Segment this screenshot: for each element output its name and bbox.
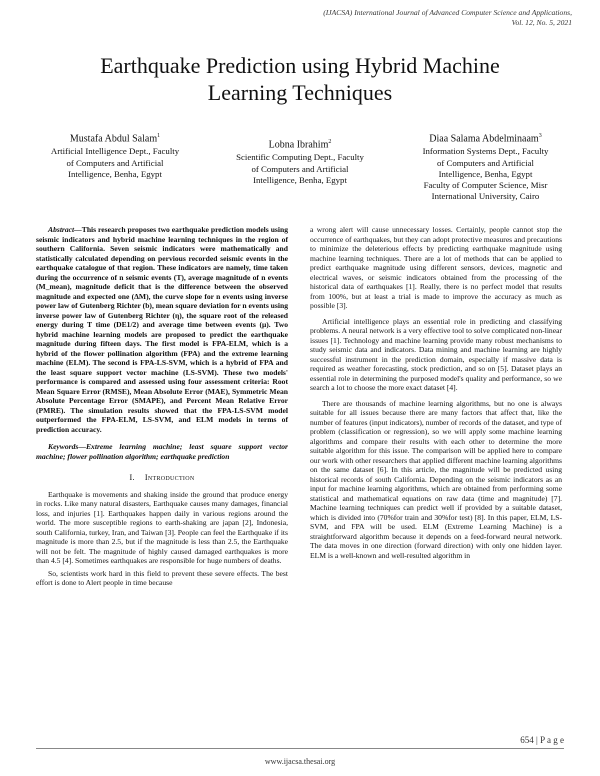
body-paragraph: Earthquake is movements and shaking inside the ground that produce energy in rocks. Like many natural disasters, Earthquake causes many damages, financial loss, and injuries [1]. Earthquakes happen daily in various regions around the world. The more susceptible regions to earth-shaking are japan [2], Indonesia, south California, turkey, Iran, and Taiwan [3]. People can feel the Earthquake if its magnitude is more than 2.5, but if the magnitude is less than 2.5, the Earthquake will not be felt. The magnitude of highly caused damaged earthquakes is more than 4.5 [4]. Sometimes earthquakes are responsible for huge numbers of deaths.	[36, 489, 288, 565]
abstract	[36, 225, 288, 434]
author-1-affil-line: Artificial Intelligence Dept., Faculty	[50, 146, 180, 157]
author-2-name: Lobna Ibrahim	[268, 139, 329, 151]
paper-title-line2: Learning Techniques	[207, 80, 393, 105]
author-2-sup: 2	[328, 139, 332, 145]
author-2	[215, 136, 385, 186]
author-1-name: Mustafa Abdul Salam	[69, 133, 158, 145]
paper-title-line1: Earthquake Prediction using Hybrid Machine	[100, 53, 500, 78]
author-3-affil-line: Intelligence, Benha, Egypt	[438, 168, 533, 179]
author-3-affil-line: Information Systems Dept., Faculty	[422, 146, 549, 157]
section-number: I.	[129, 473, 135, 482]
body-paragraph: a wrong alert will cause unnecessary losses. Certainly, people cannot stop the occurrence of earthquakes, but they can adopt protective measures and precautions to minimize the deleterious effects by predicting earthquake magnitude using machine learning techniques. There are a lot of methods that can be applied to predict earthquake magnitude using different sensors, devices, magnetic and electrical waves, or seismic indicators obtained from the processing of the historical data of earthquakes [1]. Really, there is no perfect model that results from 100%, but at least a trial is made to improve the accuracy as much as possible [3].	[310, 225, 562, 310]
body-paragraph: There are thousands of machine learning algorithms, but no one is always suitable for all issues because there are many factors that affect that, like the number of features (input indicators), number of records of the dataset, and type of problem (classification or regression), so we will apply some machine learning algorithms and compare their results with each other to determine the more suitable algorithm for this issue. The comparison will be applied here to compare our work with other researchers that applied different machine learning algorithms on the same dataset [6]. In this article, the magnitude will be predicted using historical records of south California. Depending on the seismic indicators as an input for machine learning algorithms, which are obtained from performing some statistical and mathematical equations on raw data (time and magnitude) [7]. Machine learning techniques can predict well if provided by a suitable dataset, which is divided into (70%for train and 30%for test) [8]. In this paper, ELM, LS-SVM, and FPA will be used. ELM (Extreme Learning Machine) is a straightforward algorithm because it depends on a feed-forward neural network. The data moves in one direction (forward direction) with only one hidden layer. ELM is a well-known and well-resulted algorithm in	[310, 398, 562, 560]
author-3-affil-line: Faculty of Computer Science, Misr	[423, 179, 548, 190]
section-title: Introduction	[144, 473, 195, 482]
body-paragraph: So, scientists work hard in this field to prevent these severe effects. The best effort is done to Alert people in time because	[36, 568, 288, 587]
page-number: 654 | P a g e	[520, 735, 564, 745]
body-paragraph: Artificial intelligence plays an essential role in predicting and classifying problems. A neural network is a very effective tool to solve complicated non-linear issues [1]. Technology and machine learning provide many robust mechanisms to study seismic data and indicators. Data mining and machine learning are highly successful instrument in the prediction domain, especially if massive data is required as weather forecasting, stock prediction, and so on [5]. Dataset plays an essential role in determining the purposed model's quality and performance, so we search a lot to choose the more exact dataset [4].	[310, 316, 562, 392]
right-column	[310, 225, 562, 563]
section-heading	[36, 473, 288, 483]
author-1-affil-line: Intelligence, Benha, Egypt	[68, 168, 162, 179]
author-2-affil-line: of Computers and Artificial	[251, 163, 349, 174]
footer-divider	[36, 748, 564, 749]
author-1-affil-line: of Computers and Artificial	[66, 157, 164, 168]
author-3-affil-line: of Computers and Artificial	[437, 157, 534, 168]
author-1-sup: 1	[157, 133, 161, 139]
footer-url: www.ijacsa.thesai.org	[264, 757, 336, 766]
journal-header-line2: Vol. 12, No. 5, 2021	[511, 18, 572, 27]
author-1	[30, 130, 200, 180]
left-column	[36, 225, 288, 591]
author-2-affil-line: Scientific Computing Dept., Faculty	[236, 152, 364, 163]
author-3	[398, 130, 573, 202]
author-3-name: Diaa Salama Abdelminaam	[429, 133, 539, 145]
author-3-sup: 3	[538, 133, 542, 139]
abstract-lead: Abstract—	[48, 225, 82, 234]
journal-header	[172, 8, 572, 28]
journal-header-line1: (IJACSA) International Journal of Advanced Computer Science and Applications,	[323, 8, 572, 17]
abstract-text: This research proposes two earthquake prediction models using seismic indicators and hybrid machine learning techniques in the region of southern California. Seven seismic indicators were mathematically and statistically calculated depending on pervious recorded seismic events in the earthquake catalogue of that region. These indicators are namely, time taken during the occurrence of n seismic events (T), average magnitude of n events (M_mean), magnitude deficit that is the difference between the observed magnitude and expected one (ΔM), the curve slope for n events using inverse power law of Gutenberg Richter (b), mean square deviation for n events using inverse power law of Gutenberg Richter (η), the square root of the released energy during T time (DE1/2) and average time between events (μ). Two hybrid machine learning models are proposed to predict the earthquake magnitude during fifteen days. The first model is FPA-ELM, which is a hybrid of the flower pollination algorithm (FPA) and the extreme learning machine (ELM). The second is FPA-LS-SVM, which is a hybrid of FPA and the least square support vector machine (LS-SVM). These two models' performance is compared and assessed using four assessment criteria: Root Mean Square Error (RMSE), Mean Absolute Error (MAE), Symmetric Mean Absolute Percentage Error (SMAPE), and Percent Mean Relative Error (PMRE). The simulation results showed that the FPA-LS-SVM model outperformed the FPA-ELM, LS-SVM, and ELM models in terms of prediction accuracy.	[36, 225, 288, 434]
author-3-affil-line: International University, Cairo	[431, 191, 540, 202]
author-2-affil-line: Intelligence, Benha, Egypt	[253, 174, 347, 185]
keywords: Keywords—Extreme learning machine; least square support vector machine; flower pollination algorithm; earthquake prediction	[36, 442, 288, 461]
paper-title	[40, 52, 560, 106]
